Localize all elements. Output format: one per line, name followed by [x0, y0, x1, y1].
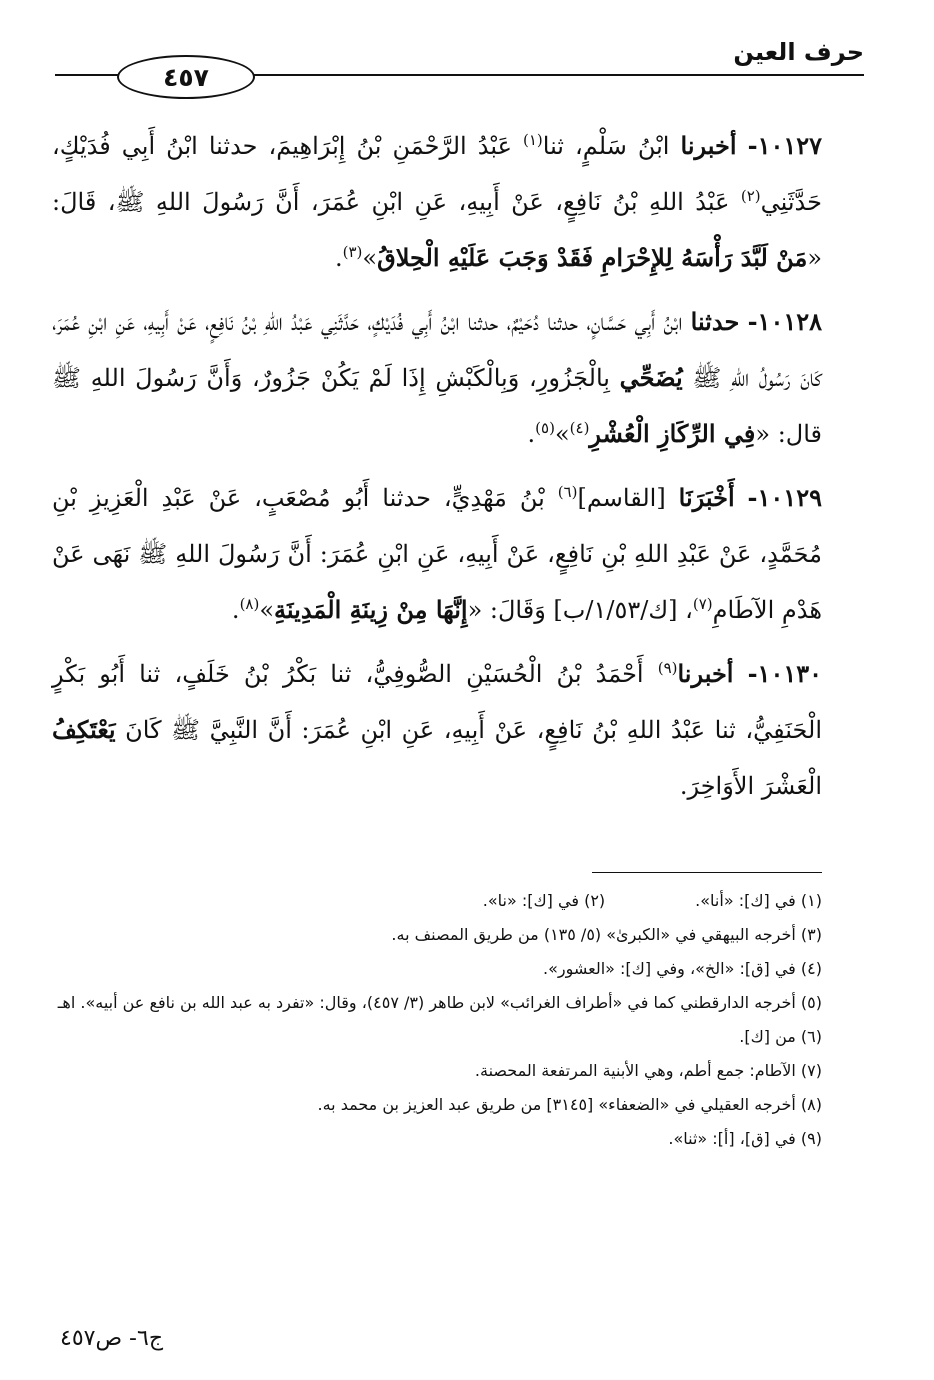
hadith-text: ، [ك/١/٥٣/ب] وَقَالَ: « [467, 596, 693, 624]
footnote-ref: (٥) [535, 419, 555, 437]
hadith-number: ١٠١٢٧- [747, 131, 823, 160]
hadith-end: . [527, 420, 536, 448]
hadith-end: . [334, 244, 343, 272]
chapter-title: حرف العين [733, 38, 864, 66]
footnote-9: (٩) في [ق]، [أ]: «ثنا». [668, 1129, 822, 1148]
footnote-1: (١) في [ك]: «أنا». [695, 891, 822, 910]
hadith-text: » [259, 596, 275, 624]
hadith-lead: أخبرنا [680, 131, 737, 160]
footnote-ref: (٢) [740, 187, 761, 205]
hadith-text: ابْنُ أَبِي حَسَّانٍ، حدثنا دُحَيْمٌ، حدثنا ابْنُ أَبِي فُدَيْكٍ، حَدَّثَنِي عَبْدُ اللهِ بْنُ نَافِعٍ، عَنْ أَبِيهِ، عَنِ ابْنِ عُمَرَ، كَانَ رَسُولُ اللهِ ﷺ [52, 308, 822, 392]
hadith-text: عَبْدُ الرَّحْمَنِ بْنُ إِبْرَاهِيمَ، حدثنا ابْنُ أَبِي فُدَيْكٍ، حَدَّثَنِي [52, 132, 822, 216]
footnote-3: (٣) أخرجه البيهقي في «الكبرىٰ» (٥/ ١٣٥) من طريق المصنف به. [391, 925, 822, 944]
footnotes [52, 884, 822, 1156]
hadith-lead: أَخْبَرَنَا [678, 483, 735, 512]
hadith-text: [القاسم] [577, 484, 666, 512]
footnote-ref: (٩) [657, 659, 678, 677]
hadith-emphasis: يُضَحِّي [619, 363, 683, 392]
footnote-ref: (١) [522, 131, 543, 149]
prophetic-quote: مَنْ لَبَّدَ رَأْسَهُ لِلإِحْرَامِ فَقَدْ وَجَبَ عَلَيْهِ الْحِلاقُ [377, 243, 808, 272]
hadith-end: . [231, 596, 240, 624]
footnote-6: (٦) من [ك]. [739, 1027, 822, 1046]
page-number-badge: ٤٥٧ [117, 55, 255, 99]
volume-page-marker: ج٦- ص٤٥٧ [60, 1326, 164, 1351]
prophetic-quote: فِي الرِّكَازِ الْعُشْرِ [589, 419, 756, 448]
prophetic-quote: إِنَّهَا مِنْ زِينَةِ الْمَدِينَةِ [274, 595, 468, 624]
hadith-text: بْنُ مَهْدِيٍّ، حدثنا أَبُو مُصْعَبٍ، عَنْ عَبْدِ الْعَزِيزِ بْنِ مُحَمَّدٍ، عَنْ عَبْدِ اللهِ بْنِ نَافِعٍ، عَنْ أَبِيهِ، عَنِ ابْنِ عُمَرَ: أَنَّ رَسُولَ اللهِ ﷺ نَهَى عَنْ هَدْمِ الآطَامِ [52, 484, 822, 624]
hadith-emphasis: يَعْتَكِفُ [52, 715, 116, 744]
hadith-text: » [362, 244, 378, 272]
footnote-2: (٢) في [ك]: «نا». [482, 891, 606, 910]
hadith-lead: أخبرنا [677, 659, 734, 688]
footnote-7: (٧) الآطام: جمع أطم، وهي الأبنية المرتفعة المحصنة. [474, 1061, 822, 1080]
hadith-text: ابْنُ سَلْمٍ، ثنا [542, 132, 670, 160]
footnote-4: (٤) في [ق]: «الخ»، وفي [ك]: «العشور». [542, 959, 822, 978]
hadith-text: الْعَشْرَ الأَوَاخِرَ. [679, 772, 822, 800]
footnote-ref: (٦) [557, 483, 578, 501]
hadith-10127 [52, 118, 822, 286]
hadith-body [52, 118, 822, 822]
footnote-ref: (٣) [342, 243, 363, 261]
hadith-number: ١٠١٢٩- [747, 483, 822, 512]
footnote-ref: (٤) [569, 419, 590, 437]
footnote-8: (٨) أخرجه العقيلي في «الضعفاء» [٣١٤٥] من طريق عبد العزيز بن محمد به. [317, 1095, 822, 1114]
hadith-10129 [52, 470, 822, 638]
hadith-number: ١٠١٣٠- [747, 659, 822, 688]
page-header [55, 30, 864, 102]
hadith-text: أَحْمَدُ بْنُ الْحُسَيْنِ الصُّوفِيُّ، ثنا بَكْرُ بْنُ خَلَفٍ، ثنا أَبُو بَكْرٍ الْحَنَفِيُّ، ثنا عَبْدُ اللهِ بْنُ نَافِعٍ، عَنْ أَبِيهِ، عَنِ ابْنِ عُمَرَ: أَنَّ النَّبِيَّ ﷺ كَانَ [52, 660, 823, 744]
footnote-ref: (٨) [239, 595, 260, 613]
hadith-10130 [52, 646, 822, 814]
hadith-10128 [52, 294, 822, 462]
footnote-ref: (٧) [692, 595, 713, 613]
hadith-lead: حدثنا [690, 307, 740, 336]
hadith-number: ١٠١٢٨- [747, 307, 822, 336]
hadith-text: عَبْدُ اللهِ بْنُ نَافِعٍ، عَنْ أَبِيهِ، عَنِ ابْنِ عُمَرَ، أَنَّ رَسُولَ اللهِ ﷺ، قَالَ: « [52, 188, 822, 272]
footnote-row [52, 884, 822, 918]
footnote-5: (٥) أخرجه الدارقطني كما في «أطراف الغرائب» لابن طاهر (٣/ ٤٥٧)، وقال: «تفرد به عبد الله بن نافع عن أبيه». اهـ [57, 993, 822, 1012]
hadith-text: بِالْجَزُورِ، وَبِالْكَبْشِ إِذَا لَمْ يَكُنْ جَزُورٌ، وَأَنَّ رَسُولَ اللهِ ﷺ قال: « [52, 364, 822, 448]
hadith-text: » [554, 420, 570, 448]
footnote-separator [592, 872, 822, 873]
